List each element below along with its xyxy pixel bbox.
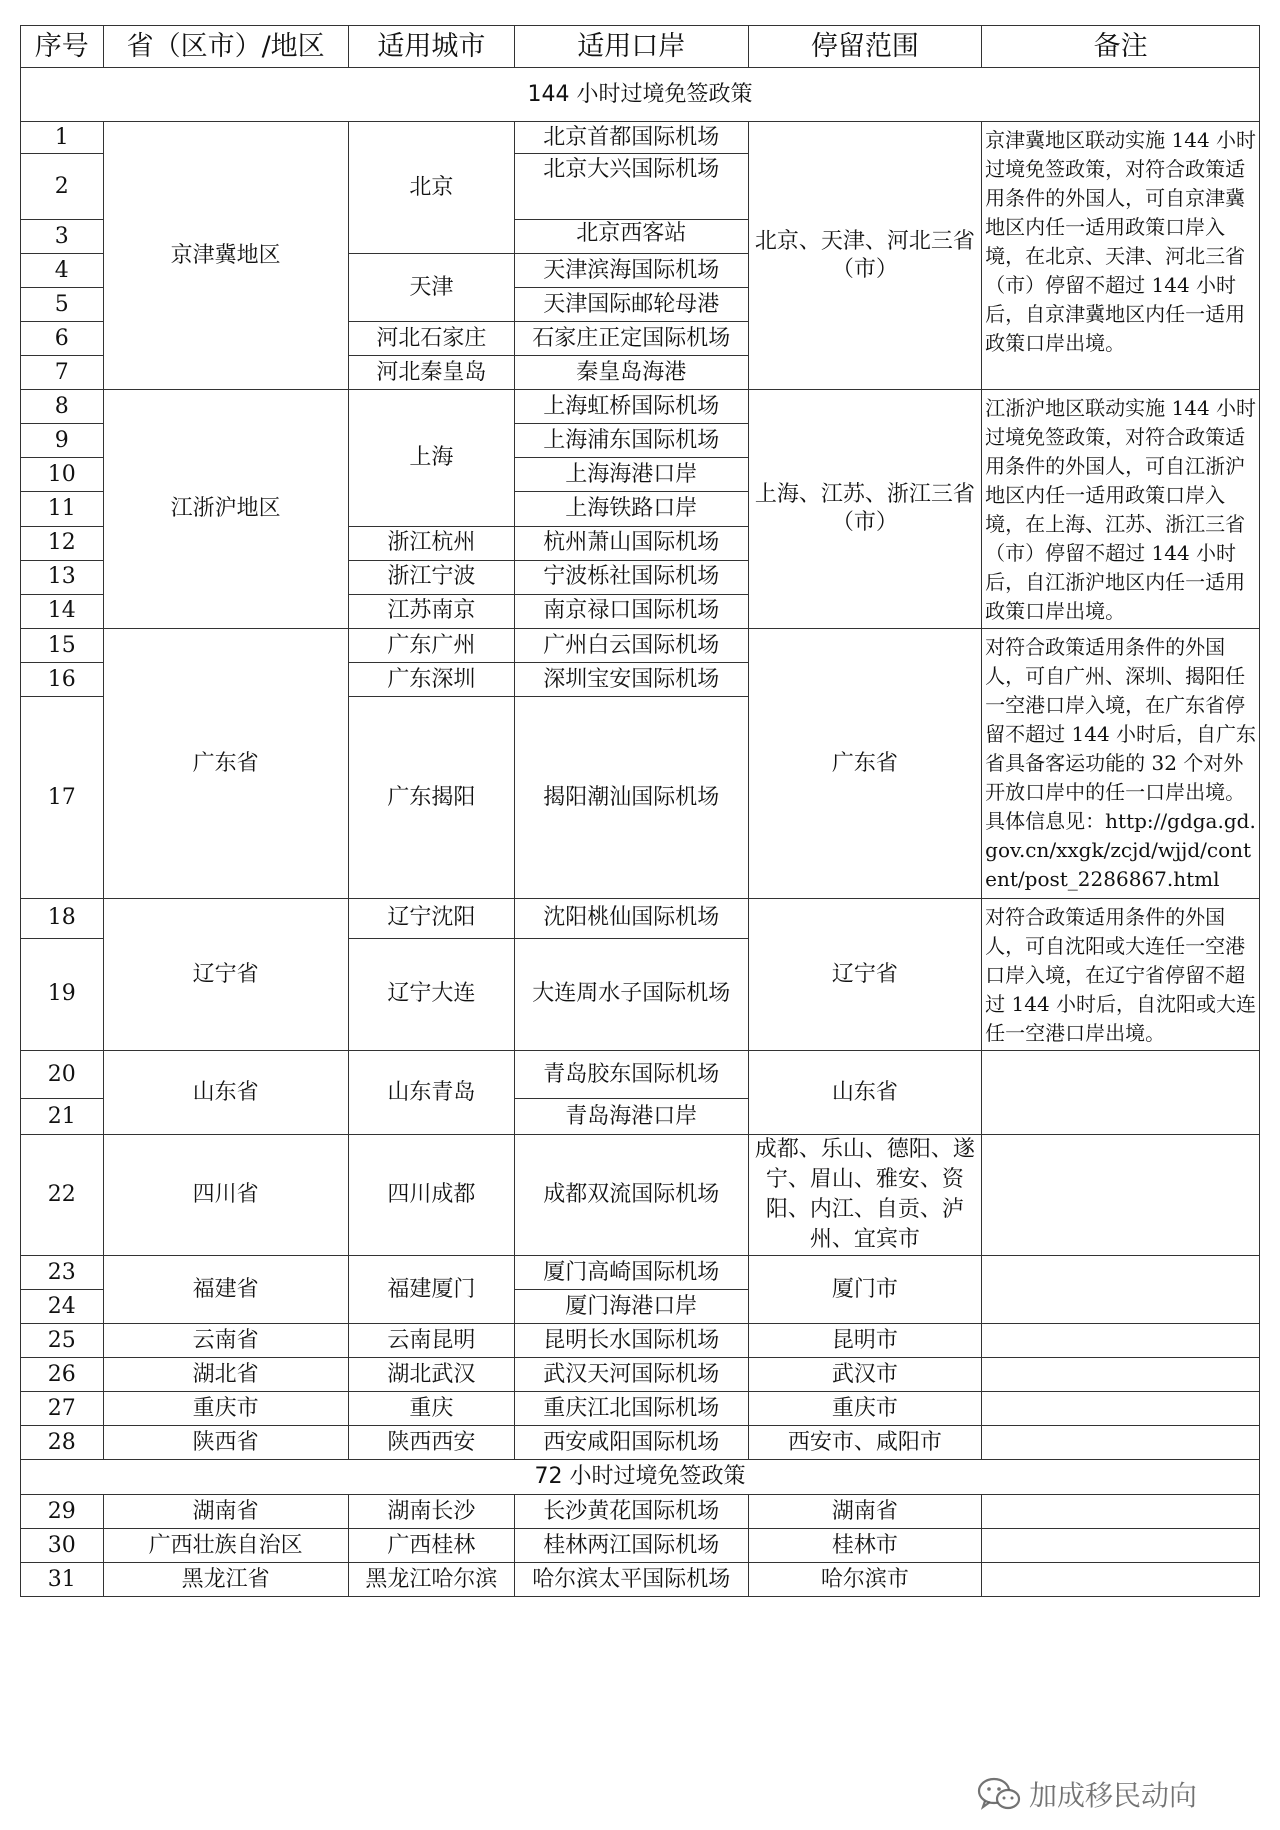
city-cell: 山东青岛	[348, 1051, 514, 1135]
row-number: 18	[21, 899, 104, 939]
note-cell	[982, 1426, 1260, 1460]
table-row	[21, 1135, 1260, 1256]
city-cell: 浙江宁波	[348, 560, 514, 594]
city-cell: 四川成都	[348, 1135, 514, 1256]
port-cell: 重庆江北国际机场	[514, 1392, 748, 1426]
row-number: 30	[21, 1529, 104, 1563]
row-number: 24	[21, 1290, 104, 1324]
stay-cell: 昆明市	[748, 1324, 982, 1358]
province-cell: 山东省	[103, 1051, 348, 1135]
note-cell	[982, 1563, 1260, 1597]
note-cell	[982, 1358, 1260, 1392]
header-no: 序号	[21, 26, 104, 68]
note-cell	[982, 1324, 1260, 1358]
stay-cell: 厦门市	[748, 1256, 982, 1324]
row-number: 23	[21, 1256, 104, 1290]
row-number: 5	[21, 288, 104, 322]
row-number: 31	[21, 1563, 104, 1597]
stay-cell: 山东省	[748, 1051, 982, 1135]
table-row	[21, 1563, 1260, 1597]
table-row	[21, 1495, 1260, 1529]
port-cell: 深圳宝安国际机场	[514, 663, 748, 697]
province-cell: 湖南省	[103, 1495, 348, 1529]
watermark-text: 加成移民动向	[1029, 1779, 1198, 1812]
port-cell: 秦皇岛海港	[514, 356, 748, 390]
port-cell: 昆明长水国际机场	[514, 1324, 748, 1358]
section-row	[21, 68, 1260, 122]
city-cell: 辽宁沈阳	[348, 899, 514, 939]
row-number: 9	[21, 424, 104, 458]
row-number: 7	[21, 356, 104, 390]
table-row	[21, 1426, 1260, 1460]
port-cell: 上海海港口岸	[514, 458, 748, 492]
table-row	[21, 629, 1260, 663]
note-cell	[982, 1135, 1260, 1256]
city-cell: 广西桂林	[348, 1529, 514, 1563]
port-cell: 杭州萧山国际机场	[514, 526, 748, 560]
city-cell: 江苏南京	[348, 594, 514, 628]
section-144-title: 144 小时过境免签政策	[21, 68, 1260, 122]
note-cell: 对符合政策适用条件的外国人，可自广州、深圳、揭阳任一空港口岸入境，在广东省停留不超过 144 小时后，自广东省具备客运功能的 32 个对外开放口岸中的任一口岸出境。具体信息见：http://gdga.gd.gov.cn/xxgk/zcjd/wjjd/content/post_2286867.html	[982, 629, 1260, 899]
section-row	[21, 1460, 1260, 1495]
city-cell: 北京	[348, 122, 514, 254]
note-cell: 江浙沪地区联动实施 144 小时过境免签政策，对符合政策适用条件的外国人，可自江浙沪地区内任一适用政策口岸入境，在上海、江苏、浙江三省（市）停留不超过 144 小时后，自江浙沪地区内任一适用政策口岸出境。	[982, 390, 1260, 629]
note-cell: 对符合政策适用条件的外国人，可自沈阳或大连任一空港口岸入境，在辽宁省停留不超过 144 小时后，自沈阳或大连任一空港口岸出境。	[982, 899, 1260, 1051]
port-cell: 成都双流国际机场	[514, 1135, 748, 1256]
port-cell: 武汉天河国际机场	[514, 1358, 748, 1392]
table-row	[21, 899, 1260, 939]
row-number: 19	[21, 938, 104, 1050]
port-cell: 青岛海港口岸	[514, 1099, 748, 1135]
city-cell: 天津	[348, 254, 514, 322]
table-row	[21, 1324, 1260, 1358]
province-cell: 广西壮族自治区	[103, 1529, 348, 1563]
stay-cell: 西安市、咸阳市	[748, 1426, 982, 1460]
city-cell: 辽宁大连	[348, 938, 514, 1050]
stay-cell: 北京、天津、河北三省（市）	[748, 122, 982, 390]
city-cell: 广东揭阳	[348, 697, 514, 899]
row-number: 3	[21, 220, 104, 254]
wechat-icon	[975, 1774, 1023, 1814]
port-cell: 沈阳桃仙国际机场	[514, 899, 748, 939]
city-cell: 云南昆明	[348, 1324, 514, 1358]
table-row	[21, 1051, 1260, 1099]
row-number: 20	[21, 1051, 104, 1099]
row-number: 27	[21, 1392, 104, 1426]
header-port: 适用口岸	[514, 26, 748, 68]
port-cell: 北京西客站	[514, 220, 748, 254]
province-cell: 江浙沪地区	[103, 390, 348, 629]
port-cell: 厦门高崎国际机场	[514, 1256, 748, 1290]
city-cell: 湖南长沙	[348, 1495, 514, 1529]
row-number: 17	[21, 697, 104, 899]
header-stay: 停留范围	[748, 26, 982, 68]
row-number: 11	[21, 492, 104, 526]
stay-cell: 湖南省	[748, 1495, 982, 1529]
province-cell: 京津冀地区	[103, 122, 348, 390]
note-cell	[982, 1529, 1260, 1563]
province-cell: 陕西省	[103, 1426, 348, 1460]
table-row	[21, 122, 1260, 154]
row-number: 12	[21, 526, 104, 560]
table-row	[21, 390, 1260, 424]
port-cell: 上海浦东国际机场	[514, 424, 748, 458]
province-cell: 重庆市	[103, 1392, 348, 1426]
city-cell: 河北石家庄	[348, 322, 514, 356]
note-cell: 京津冀地区联动实施 144 小时过境免签政策，对符合政策适用条件的外国人，可自京津冀地区内任一适用政策口岸入境，在北京、天津、河北三省（市）停留不超过 144 小时后，自京津冀地区内任一适用政策口岸出境。	[982, 122, 1260, 390]
port-cell: 大连周水子国际机场	[514, 938, 748, 1050]
table-row	[21, 1358, 1260, 1392]
row-number: 21	[21, 1099, 104, 1135]
row-number: 13	[21, 560, 104, 594]
note-cell	[982, 1256, 1260, 1324]
note-cell	[982, 1392, 1260, 1426]
port-cell: 青岛胶东国际机场	[514, 1051, 748, 1099]
stay-cell: 桂林市	[748, 1529, 982, 1563]
port-cell: 天津滨海国际机场	[514, 254, 748, 288]
header-note: 备注	[982, 26, 1260, 68]
row-number: 2	[21, 154, 104, 220]
table-row	[21, 1256, 1260, 1290]
stay-cell: 广东省	[748, 629, 982, 899]
row-number: 22	[21, 1135, 104, 1256]
port-cell: 上海铁路口岸	[514, 492, 748, 526]
row-number: 15	[21, 629, 104, 663]
city-cell: 上海	[348, 390, 514, 527]
policy-table	[20, 25, 1260, 1597]
stay-cell: 成都、乐山、德阳、遂宁、眉山、雅安、资阳、内江、自贡、泸州、宜宾市	[748, 1135, 982, 1256]
port-cell: 北京首都国际机场	[514, 122, 748, 154]
watermark	[975, 1770, 1265, 1818]
port-cell: 广州白云国际机场	[514, 629, 748, 663]
port-cell: 哈尔滨太平国际机场	[514, 1563, 748, 1597]
city-cell: 重庆	[348, 1392, 514, 1426]
province-cell: 福建省	[103, 1256, 348, 1324]
city-cell: 福建厦门	[348, 1256, 514, 1324]
header-row	[21, 26, 1260, 68]
port-cell: 南京禄口国际机场	[514, 594, 748, 628]
row-number: 14	[21, 594, 104, 628]
port-cell: 厦门海港口岸	[514, 1290, 748, 1324]
note-cell	[982, 1495, 1260, 1529]
row-number: 26	[21, 1358, 104, 1392]
stay-cell: 武汉市	[748, 1358, 982, 1392]
table-row	[21, 1392, 1260, 1426]
province-cell: 四川省	[103, 1135, 348, 1256]
note-cell	[982, 1051, 1260, 1135]
row-number: 1	[21, 122, 104, 154]
stay-cell: 上海、江苏、浙江三省（市）	[748, 390, 982, 629]
stay-cell: 哈尔滨市	[748, 1563, 982, 1597]
province-cell: 云南省	[103, 1324, 348, 1358]
stay-cell: 重庆市	[748, 1392, 982, 1426]
header-province: 省（区市）/地区	[103, 26, 348, 68]
city-cell: 浙江杭州	[348, 526, 514, 560]
row-number: 10	[21, 458, 104, 492]
port-cell: 西安咸阳国际机场	[514, 1426, 748, 1460]
port-cell: 北京大兴国际机场	[514, 154, 748, 220]
province-cell: 湖北省	[103, 1358, 348, 1392]
city-cell: 河北秦皇岛	[348, 356, 514, 390]
port-cell: 长沙黄花国际机场	[514, 1495, 748, 1529]
header-city: 适用城市	[348, 26, 514, 68]
port-cell: 石家庄正定国际机场	[514, 322, 748, 356]
port-cell: 揭阳潮汕国际机场	[514, 697, 748, 899]
city-cell: 广东广州	[348, 629, 514, 663]
province-cell: 广东省	[103, 629, 348, 899]
province-cell: 黑龙江省	[103, 1563, 348, 1597]
stay-cell: 辽宁省	[748, 899, 982, 1051]
city-cell: 黑龙江哈尔滨	[348, 1563, 514, 1597]
city-cell: 湖北武汉	[348, 1358, 514, 1392]
row-number: 25	[21, 1324, 104, 1358]
row-number: 6	[21, 322, 104, 356]
port-cell: 天津国际邮轮母港	[514, 288, 748, 322]
city-cell: 陕西西安	[348, 1426, 514, 1460]
section-72-title: 72 小时过境免签政策	[21, 1460, 1260, 1495]
row-number: 8	[21, 390, 104, 424]
port-cell: 上海虹桥国际机场	[514, 390, 748, 424]
port-cell: 宁波栎社国际机场	[514, 560, 748, 594]
row-number: 29	[21, 1495, 104, 1529]
table-row	[21, 1529, 1260, 1563]
city-cell: 广东深圳	[348, 663, 514, 697]
province-cell: 辽宁省	[103, 899, 348, 1051]
row-number: 16	[21, 663, 104, 697]
port-cell: 桂林两江国际机场	[514, 1529, 748, 1563]
row-number: 28	[21, 1426, 104, 1460]
row-number: 4	[21, 254, 104, 288]
